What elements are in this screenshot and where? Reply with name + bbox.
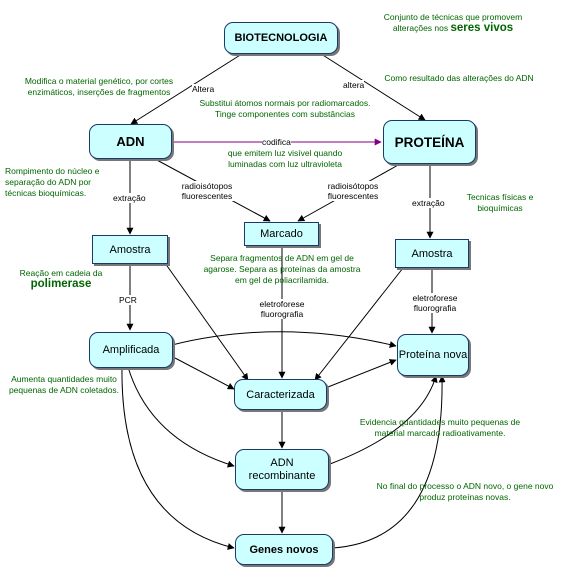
link-amplificada-proteinanova: [172, 332, 396, 346]
node-amostra-left: Amostra: [92, 235, 168, 264]
link-caracterizada-proteinanova: [328, 360, 396, 387]
note-emitem: que emitem luz visível quando luminadas com luz ultravioleta: [227, 148, 343, 169]
label-altera-left: Altera: [192, 84, 215, 94]
link-genesnovos-proteinanova: [333, 376, 442, 548]
node-proteina: PROTEÍNA: [383, 120, 476, 164]
label-altera-right: altera: [343, 80, 365, 90]
link-amplificada-caracterizada: [175, 358, 234, 389]
note-polimerase: polimerase: [30, 278, 92, 290]
node-proteina-nova: Proteína nova: [397, 334, 469, 376]
link-amplificada-recombinante: [128, 367, 234, 466]
note-rompimento: Rompimento do núcleo e separação do ADN por técnicas bioquímicas.: [5, 166, 100, 198]
note-reacao-text: Reação em cadeia da: [19, 268, 103, 278]
node-adn: ADN: [89, 124, 172, 159]
node-amplificada: Amplificada: [89, 332, 173, 368]
note-evidencia: Evidencia quantidades muito pequenas de material marcado radioativamente.: [359, 417, 521, 438]
label-eletroforese-right: eletroforese fluorografia: [404, 293, 466, 313]
note-aumenta: Aumenta quantidades muito pequenas de ADN coletados.: [8, 374, 120, 395]
label-pcr: PCR: [119, 295, 137, 305]
note-seres-vivos: seres vivos: [450, 22, 514, 34]
note-resultado: Como resultado das alterações do ADN: [384, 73, 534, 83]
note-substitui: Substitui átomos normais por radiomarcados. Tinge componentes com substâncias: [199, 98, 371, 119]
label-eletroforese-center: eletroforese fluorografia: [250, 299, 314, 319]
note-separa: Separa fragmentos de ADN em gel de agarose. Separa as proteínas da amostra em gel de poliacrilamida.: [203, 253, 361, 285]
note-final: No final do processo o ADN novo, o gene novo produz proteínas novas.: [376, 481, 554, 502]
node-amostra-right: Amostra: [395, 239, 469, 268]
label-extracao-right: extração: [412, 198, 445, 208]
node-adn-recombinante: ADN recombinante: [235, 449, 329, 490]
label-radio-right: radioisótopos fluorescentes: [320, 181, 386, 201]
label-codifica: codifica: [262, 137, 291, 147]
note-conjunto: [372, 12, 534, 34]
note-conjunto-text: Conjunto de técnicas que promovem alterações nos: [383, 12, 523, 33]
node-marcado: Marcado: [244, 222, 319, 246]
note-tecnicas: Tecnicas físicas e bioquímicas: [466, 192, 534, 213]
node-genes-novos: Genes novos: [235, 534, 333, 565]
node-caracterizada: Caracterizada: [234, 379, 327, 410]
note-reacao: [6, 268, 116, 290]
label-radio-left: radioisótopos fluorescentes: [174, 181, 240, 201]
note-modifica: Modifica o material genético, por cortes enzimáticos, inserções de fragmentos: [24, 76, 174, 97]
label-extracao-left: extração: [113, 193, 146, 203]
node-biotecnologia: BIOTECNOLOGIA: [224, 22, 338, 54]
